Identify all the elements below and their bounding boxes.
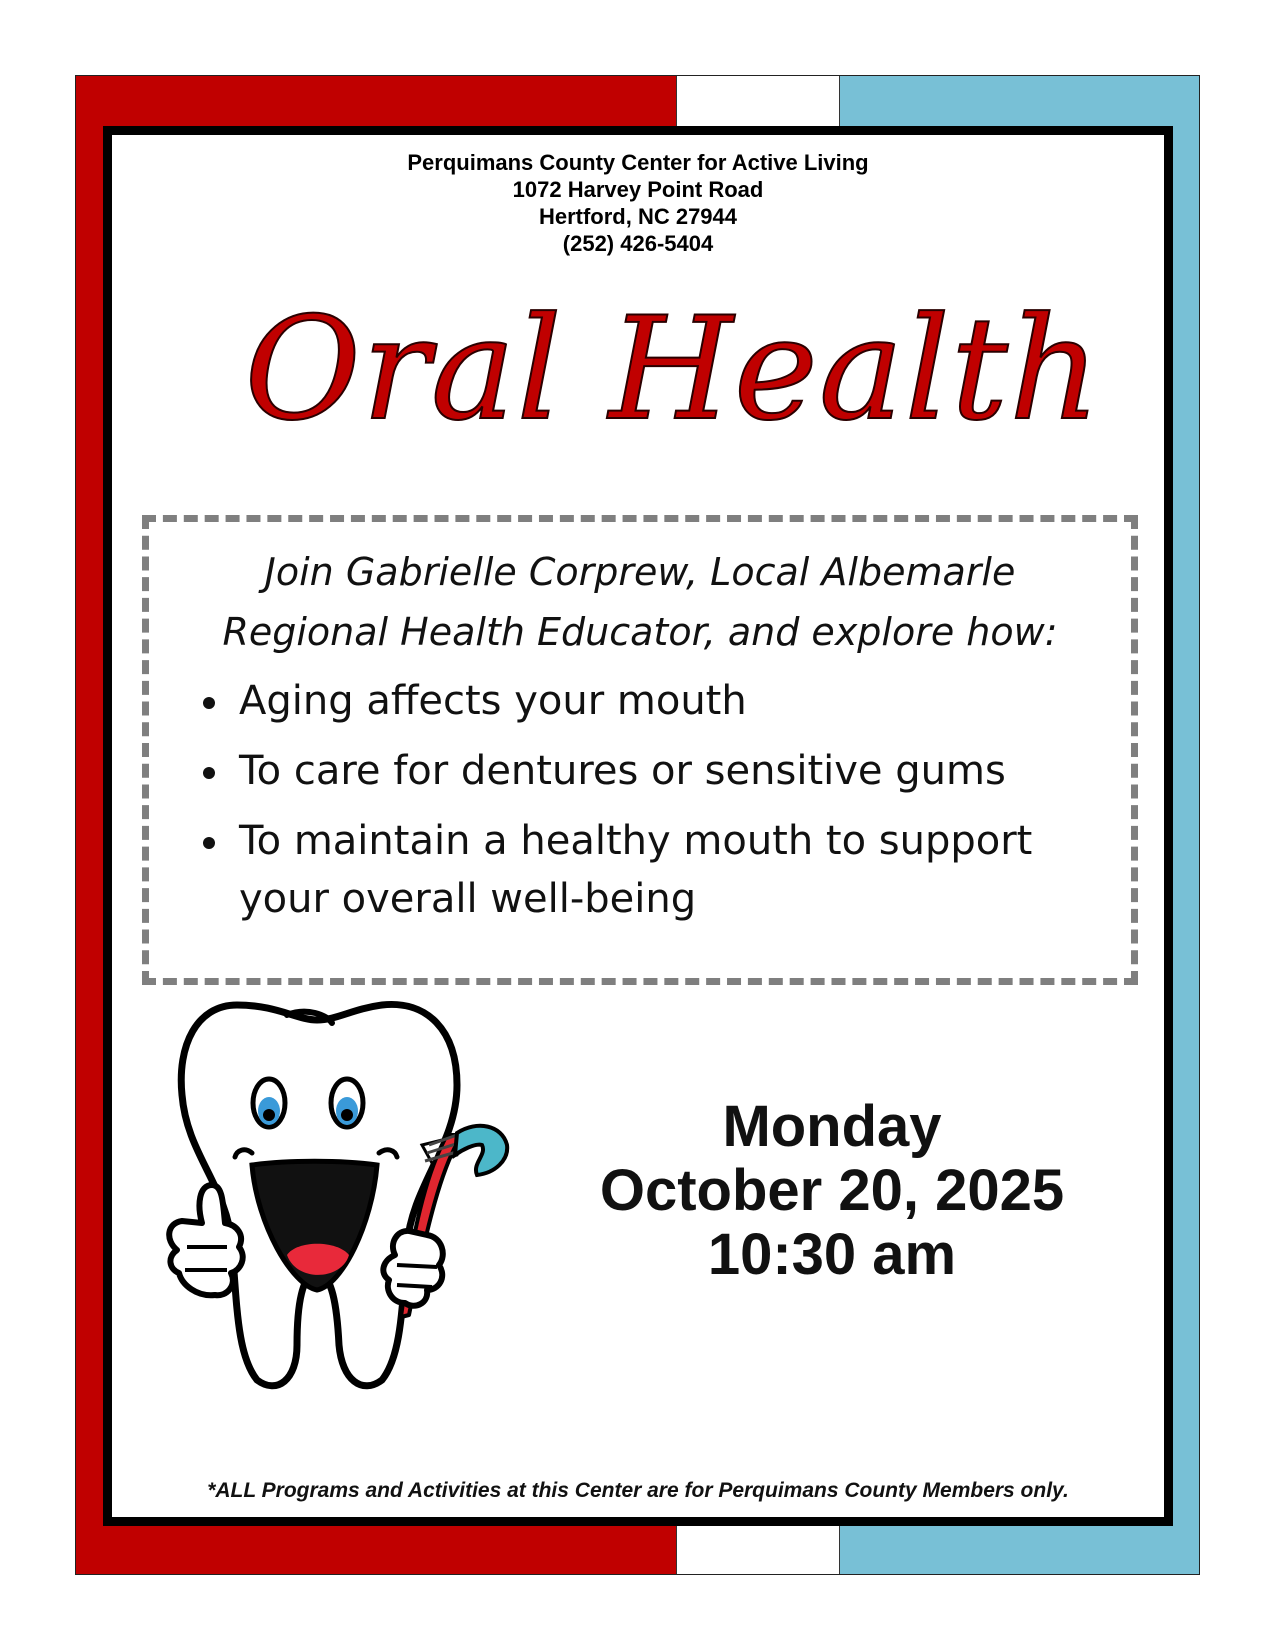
intro-line-2: Regional Health Educator, and explore how: bbox=[222, 610, 1058, 654]
list-item: To care for dentures or sensitive gums bbox=[199, 742, 1059, 800]
list-item: To maintain a healthy mouth to support your overall well-being bbox=[199, 812, 1059, 928]
event-schedule bbox=[552, 1095, 1112, 1287]
intro-line-1: Join Gabrielle Corprew, Local Albemarle bbox=[264, 550, 1016, 594]
city-state-zip: Hertford, NC 27944 bbox=[538, 204, 738, 229]
flyer-title: Oral Health bbox=[244, 287, 1102, 452]
event-time: 10:30 am bbox=[707, 1222, 957, 1287]
phone-number: (252) 426-5404 bbox=[562, 231, 714, 256]
membership-footnote: *ALL Programs and Activities at this Center are for Perquimans County Members only. bbox=[207, 1479, 1069, 1502]
flyer-frame bbox=[75, 75, 1200, 1575]
event-date: October 20, 2025 bbox=[599, 1158, 1065, 1223]
list-item: Aging affects your mouth bbox=[199, 672, 1059, 730]
org-name: Perquimans County Center for Active Living bbox=[407, 150, 869, 175]
event-day: Monday bbox=[722, 1094, 942, 1159]
info-box bbox=[142, 515, 1138, 985]
topic-list bbox=[199, 672, 1059, 940]
tooth-with-toothbrush-icon bbox=[157, 985, 537, 1405]
center-address-block bbox=[112, 149, 1164, 257]
flyer-panel bbox=[103, 126, 1173, 1526]
intro-text bbox=[149, 542, 1131, 662]
street-address: 1072 Harvey Point Road bbox=[512, 177, 764, 202]
